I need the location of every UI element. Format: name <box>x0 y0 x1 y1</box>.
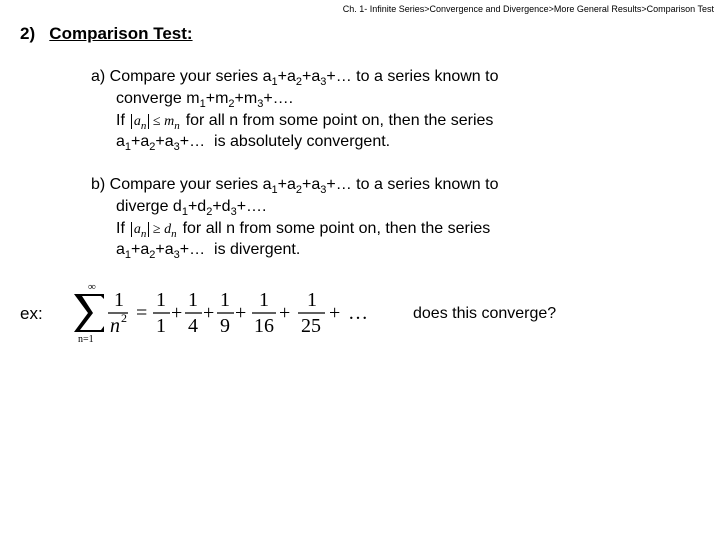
part-a-line-1: a) Compare your series $a_1+a_2+a_3+\dots$ to a series known to <box>91 68 499 88</box>
fraction-3-numerator: 1 <box>220 289 230 311</box>
fraction-3-denominator: 9 <box>220 315 230 337</box>
abs-a-ge-d-formula: $a_n \ge d_n$ <box>131 219 177 240</box>
plus-sign: + <box>171 302 183 324</box>
term-denominator: n <box>110 315 120 337</box>
term-exponent: 2 <box>121 311 127 325</box>
series-formula <box>70 280 390 344</box>
fraction-2-denominator: 4 <box>188 315 198 337</box>
fraction-5-denominator: 25 <box>301 315 321 337</box>
term-numerator: 1 <box>114 289 124 311</box>
sum-upper-limit: ∞ <box>88 281 96 293</box>
example-question: does this converge? <box>413 305 557 322</box>
section-heading <box>20 24 193 44</box>
fraction-1-denominator: 1 <box>156 315 166 337</box>
part-b-line-4: $a_1+a_2+a_3+\dots$ is divergent. <box>116 241 301 261</box>
example-label: ex: <box>20 304 43 323</box>
fraction-4-denominator: 16 <box>254 315 274 337</box>
plus-sign: + <box>203 302 215 324</box>
sum-lower-limit: n=1 <box>78 334 94 344</box>
plus-sign: + <box>329 302 341 324</box>
section-number: 2) <box>20 24 36 43</box>
part-a-line-3: If $a_n \le m_n$ for all n from some point on, then the series <box>116 112 494 132</box>
section-title: Comparison Test: <box>49 24 193 43</box>
part-b-line-3: If $a_n \ge d_n$ for all n from some point on, then the series <box>116 220 491 240</box>
fraction-1-numerator: 1 <box>156 289 166 311</box>
part-b-line-2: diverge $d_1+d_2+d_3+\dots$. <box>116 198 267 218</box>
fraction-2-numerator: 1 <box>188 289 198 311</box>
plus-sign: + <box>279 302 291 324</box>
ellipsis: … <box>348 302 368 324</box>
part-a-line-2: converge $m_1+m_2+m_3+\dots$. <box>116 90 294 110</box>
part-b-line-1: b) Compare your series $a_1+a_2+a_3+\dots$ to a series known to <box>91 176 499 196</box>
fraction-4-numerator: 1 <box>259 289 269 311</box>
part-a-line-4: $a_1+a_2+a_3+\dots$ is absolutely convergent. <box>116 133 391 153</box>
abs-a-le-m-formula: $a_n \le m_n$ <box>131 111 180 132</box>
fraction-5-numerator: 1 <box>307 289 317 311</box>
sigma-symbol <box>74 294 104 332</box>
equals-sign: = <box>136 302 148 324</box>
breadcrumb: Ch. 1- Infinite Series>Convergence and Divergence>More General Results>Comparison Test <box>342 4 714 14</box>
plus-sign: + <box>235 302 247 324</box>
